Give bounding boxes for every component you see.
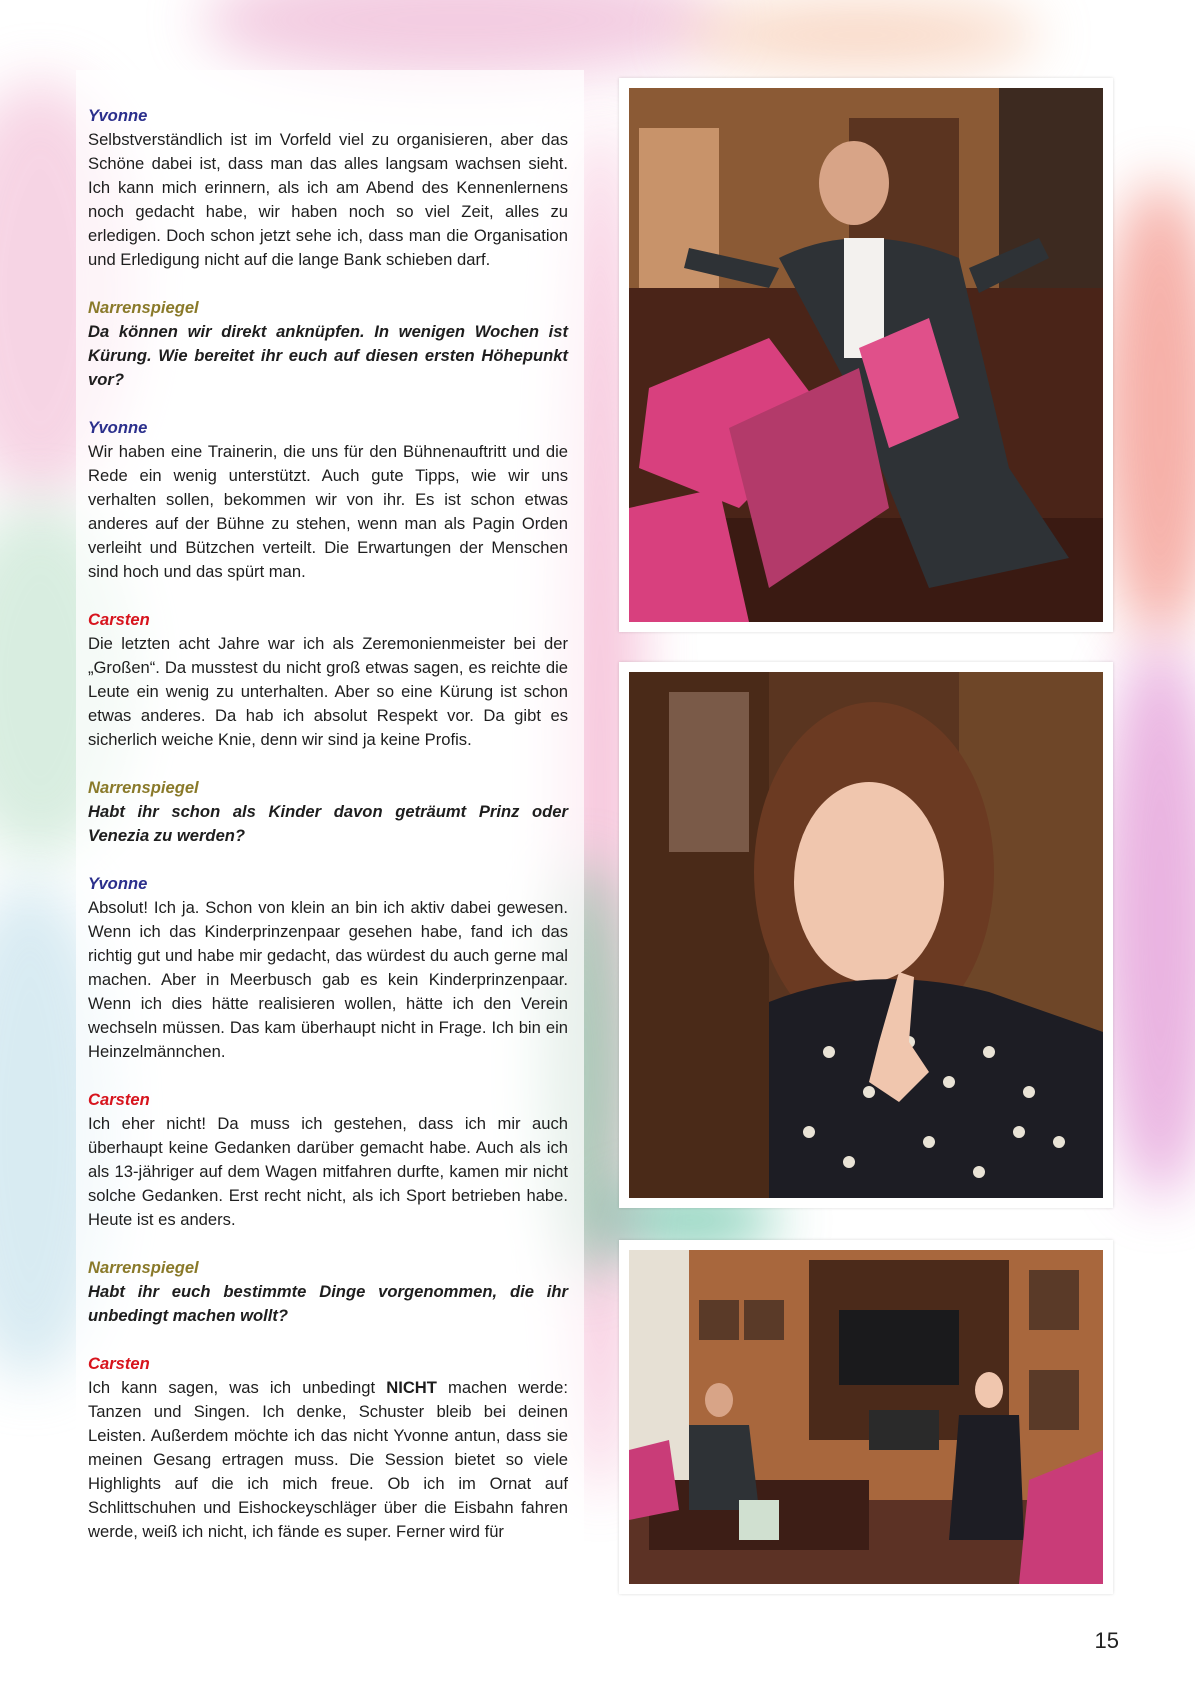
interview-answer: Ich eher nicht! Da muss ich gestehen, dass ich mir auch überhaupt keine Gedanken darüber gemacht habe. Auch als ich als 13-jähriger auf dem Wagen mitfahren durfte, kamen mir nicht solche Gedanken. Erst recht nicht, als ich Sport betrieben habe. Heute ist es anders. xyxy=(88,1114,568,1229)
speaker-name: Narrenspiegel xyxy=(88,1258,199,1277)
speaker-name: Yvonne xyxy=(88,106,148,125)
speaker-name: Yvonne xyxy=(88,418,148,437)
interview-block xyxy=(88,416,568,584)
interview-question: Habt ihr schon als Kinder davon geträumt Prinz oder Venezia zu werden? xyxy=(88,802,568,845)
interview-block xyxy=(88,776,568,848)
interview-article xyxy=(88,104,568,1568)
page-number: 15 xyxy=(1094,1628,1119,1653)
interview-answer: Die letzten acht Jahre war ich als Zeremonienmeister bei der „Großen“. Da musstest du nicht groß etwas sagen, es reichte die Leute ein wenig zu unterhalten. Aber so eine Kürung ist schon etwas anderes. Da hab ich absolut Respekt vor. Da gibt es sicherlich weiche Knie, denn wir sind ja keine Profis. xyxy=(88,634,568,749)
photo-yvonne-portrait xyxy=(629,672,1103,1198)
speaker-name: Carsten xyxy=(88,1354,150,1373)
interview-question: Habt ihr euch bestimmte Dinge vorgenommen, die ihr unbedingt machen wollt? xyxy=(88,1282,568,1325)
interview-block xyxy=(88,608,568,752)
photo-couple-frame xyxy=(619,1240,1113,1594)
answer-emphasis: NICHT xyxy=(386,1378,437,1397)
answer-text-before: Ich kann sagen, was ich unbedingt xyxy=(88,1378,387,1397)
speaker-name: Carsten xyxy=(88,610,150,629)
answer-text-after: machen werde: Tanzen und Singen. Ich denke, Schuster bleib bei deinen Leisten. Außerdem möchte ich das nicht Yvonne antun, dass sie meinen Gesang ertragen muss. Die Session bietet so viele Highlights auf die ich mich freue. Ob ich im Ornat auf Schlittschuhen und Eishockeyschläger über die Eisbahn fahren werde, weiß ich nicht, ich fände es super. Ferner wird für xyxy=(88,1378,568,1541)
speaker-name: Yvonne xyxy=(88,874,148,893)
photo-yvonne-frame xyxy=(619,662,1113,1208)
photo-carsten-frame xyxy=(619,78,1113,632)
photo-couple-lounge xyxy=(629,1250,1103,1584)
interview-block xyxy=(88,1352,568,1544)
interview-answer: Absolut! Ich ja. Schon von klein an bin ich aktiv dabei gewesen. Wenn ich das Kinderprinzenpaar gesehen habe, fand ich das richtig gut und habe mir gedacht, das würdest du auch gerne mal machen. Aber in Meerbusch gab es kein Kinderprinzenpaar. Wenn ich dies hätte realisieren wollen, hätte ich den Verein wechseln müssen. Das kam überhaupt nicht in Frage. Ich bin ein Heinzelmännchen. xyxy=(88,898,568,1061)
interview-answer: Wir haben eine Trainerin, die uns für den Bühnenauftritt und die Rede ein wenig unterstützt. Auch gute Tipps, wie wir uns verhalten sollen, bekommen wir von ihr. Es ist schon etwas anderes auf der Bühne zu stehen, wenn man als Pagin Orden verleiht und Bützchen verteilt. Die Erwartungen der Menschen sind hoch und das spürt man. xyxy=(88,442,568,581)
speaker-name: Carsten xyxy=(88,1090,150,1109)
speaker-name: Narrenspiegel xyxy=(88,778,199,797)
interview-answer xyxy=(88,1376,568,1544)
interview-block xyxy=(88,1256,568,1328)
speaker-name: Narrenspiegel xyxy=(88,298,199,317)
interview-block xyxy=(88,296,568,392)
interview-block xyxy=(88,104,568,272)
interview-block xyxy=(88,872,568,1064)
photo-carsten-sofa xyxy=(629,88,1103,622)
interview-question: Da können wir direkt anknüpfen. In wenigen Wochen ist Kürung. Wie bereitet ihr euch auf diesen ersten Höhepunkt vor? xyxy=(88,322,568,389)
interview-answer: Selbstverständlich ist im Vorfeld viel zu organisieren, aber das Schöne dabei ist, dass man das alles langsam wachsen sieht. Ich kann mich erinnern, als ich am Abend des Kennenlernens noch gedacht habe, wir haben noch so viel Zeit, alles zu erledigen. Doch schon jetzt sehe ich, dass man die Organisation und Erledigung nicht auf die lange Bank schieben darf. xyxy=(88,130,568,269)
interview-block xyxy=(88,1088,568,1232)
